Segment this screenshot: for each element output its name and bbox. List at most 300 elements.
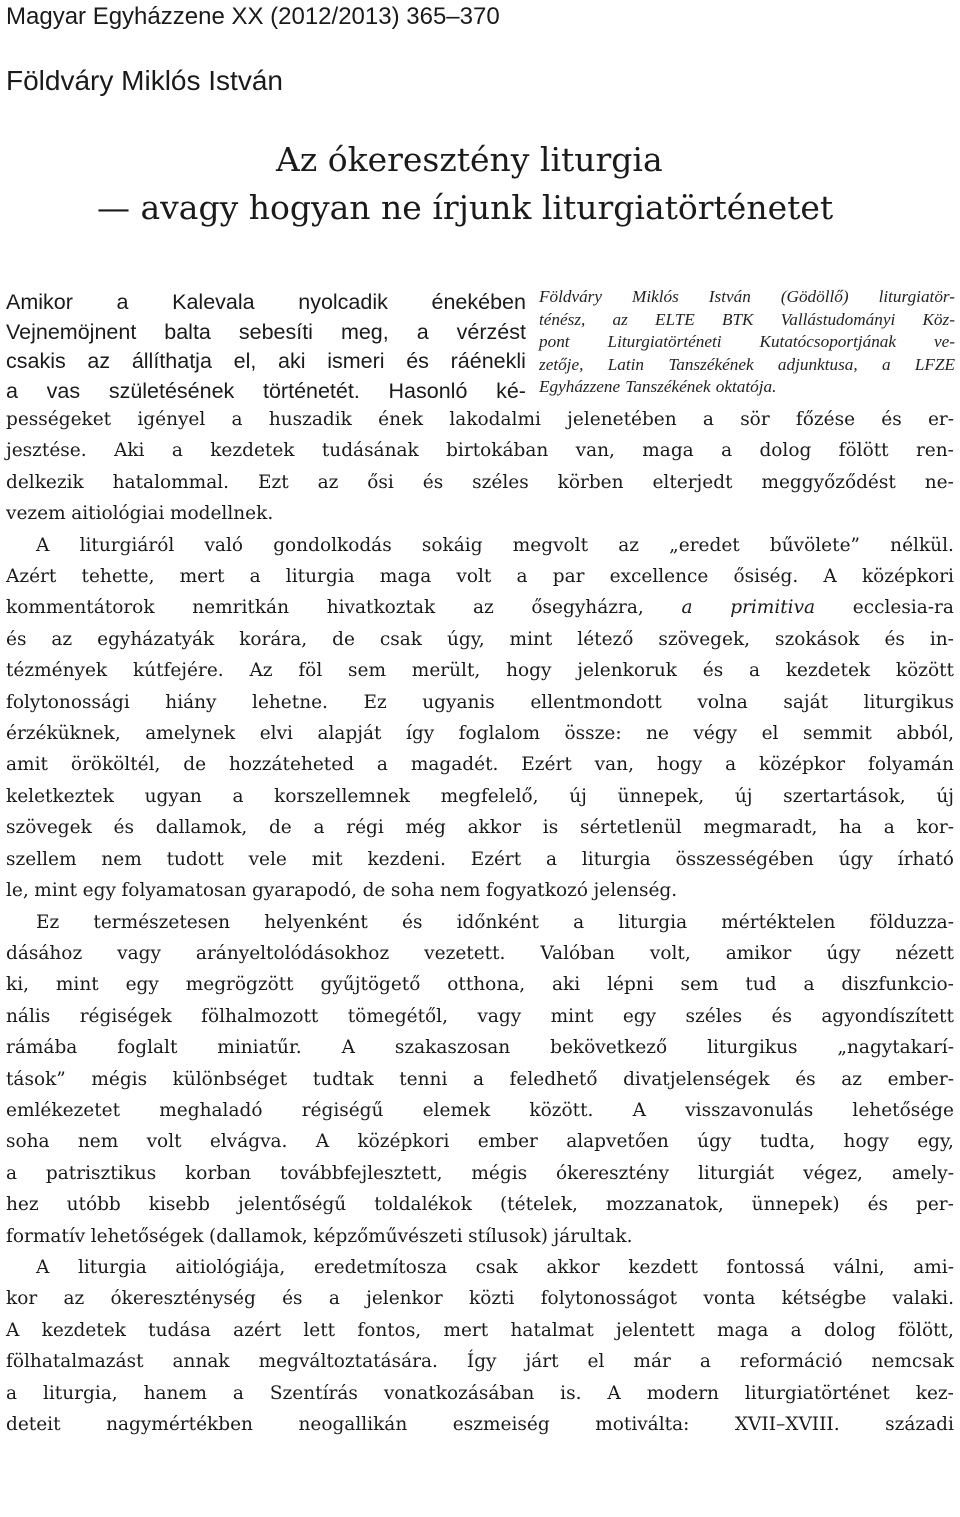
- word: Köz-: [922, 309, 955, 329]
- word: is.: [560, 1382, 582, 1404]
- word: ren-: [915, 440, 954, 462]
- text-line: [6, 938, 954, 969]
- word: szellem: [6, 848, 77, 870]
- word: és: [881, 409, 902, 430]
- word: kor-: [916, 817, 954, 839]
- word: között.: [529, 1099, 594, 1121]
- word: kez-: [915, 1382, 954, 1404]
- word: mert: [179, 566, 225, 588]
- word: liturgiatörténet: [744, 1382, 890, 1404]
- word: „eredet: [669, 534, 740, 556]
- word: Az: [249, 660, 273, 682]
- word: az: [841, 1068, 863, 1090]
- word: tehette,: [81, 566, 155, 588]
- word: tömegétől,: [347, 1005, 448, 1027]
- word: kor: [6, 1288, 38, 1310]
- word: akkor: [546, 1256, 600, 1278]
- word: Miklós: [632, 287, 679, 306]
- word: helyenként: [264, 911, 368, 933]
- word: liturgia: [285, 566, 355, 588]
- word: tenni: [399, 1068, 448, 1090]
- word: vezetett.: [424, 942, 506, 964]
- word: arányeltolódásokhoz: [195, 942, 390, 964]
- word: megfelelő,: [440, 785, 539, 807]
- word: széles: [472, 471, 529, 493]
- word: Egyházzene: [539, 377, 621, 397]
- word: történetét.: [263, 378, 360, 403]
- word: toldalékok: [374, 1194, 472, 1216]
- word: folyamatosan: [121, 880, 247, 902]
- word: stílusok): [468, 1225, 548, 1247]
- word: nagymértékben: [106, 1414, 253, 1435]
- word: miniatűr.: [217, 1037, 302, 1059]
- word: meg,: [340, 319, 389, 344]
- word: de: [183, 754, 207, 776]
- word: vagy: [477, 1005, 522, 1027]
- word: Liturgiatörténeti: [607, 332, 722, 352]
- text-line: [6, 1283, 954, 1314]
- word: járt: [525, 1351, 559, 1373]
- word: állíthatja: [131, 349, 212, 374]
- word: bekövetkező: [550, 1037, 668, 1059]
- word: kétségbe: [781, 1288, 867, 1310]
- text-line: [6, 812, 954, 843]
- word: volt,: [649, 942, 691, 964]
- word: és: [884, 628, 905, 650]
- word: utóbb: [66, 1194, 121, 1216]
- word: különbséget: [172, 1068, 288, 1090]
- word: ősi: [367, 471, 394, 493]
- word: Ezért: [521, 754, 572, 776]
- word: dallamok,: [155, 817, 248, 839]
- word: az: [612, 309, 628, 329]
- word: a: [232, 785, 244, 807]
- text-line: [6, 1409, 954, 1440]
- word: soha: [6, 1131, 50, 1153]
- word: mert: [443, 1319, 489, 1341]
- word: szokások: [775, 628, 860, 650]
- intro-paragraph: [6, 288, 526, 406]
- word: aitiológiai: [71, 503, 165, 525]
- word: közti: [469, 1288, 515, 1310]
- word: ténész,: [539, 309, 586, 329]
- word: mit: [311, 848, 343, 870]
- word: BTK: [721, 309, 754, 329]
- word: volna: [697, 691, 748, 713]
- word: és: [402, 911, 423, 933]
- word: aitiológiája,: [175, 1256, 286, 1278]
- word: és: [422, 471, 444, 493]
- word: mégis: [91, 1068, 148, 1090]
- word: aki: [278, 349, 306, 374]
- word: liturgia: [581, 848, 651, 870]
- intro-line: [6, 318, 526, 348]
- word: A: [36, 534, 50, 556]
- word: sebesíti: [238, 319, 313, 344]
- word: tudása: [148, 1319, 211, 1341]
- word: nemcsak: [871, 1351, 954, 1373]
- word: a: [702, 409, 714, 430]
- word: a: [6, 1162, 18, 1184]
- word: fogyatkozó: [485, 880, 588, 902]
- word: meggyőződést: [761, 471, 896, 493]
- word: feledhető: [509, 1068, 598, 1090]
- word: dolog: [759, 440, 812, 462]
- word: a: [313, 817, 325, 839]
- word: eszmeiség: [452, 1414, 550, 1435]
- word: per-: [915, 1194, 954, 1216]
- word: nem: [77, 1131, 119, 1153]
- word: nézett: [895, 942, 954, 964]
- word: in-: [929, 628, 954, 650]
- word: vonta: [703, 1288, 756, 1310]
- word: végy: [693, 723, 738, 745]
- word: kezdetek: [41, 1319, 126, 1341]
- word: szertartások,: [783, 785, 906, 807]
- word: kommentátorok: [6, 597, 155, 619]
- word: balta: [164, 319, 211, 344]
- word: agyondíszített: [821, 1005, 954, 1027]
- word: amelynek: [145, 723, 236, 745]
- word: vas: [46, 378, 81, 403]
- word: még: [405, 817, 446, 839]
- word: Ez: [363, 691, 387, 713]
- word: liturgiatör-: [878, 287, 955, 306]
- word: tudta,: [759, 1131, 816, 1153]
- word: birtokában: [446, 440, 549, 462]
- word: semmit: [802, 723, 872, 745]
- word: fontossá: [726, 1256, 805, 1278]
- word: egy,: [917, 1131, 954, 1153]
- word: alapját: [317, 723, 382, 745]
- word: mint: [550, 1005, 594, 1027]
- text-line: [6, 907, 954, 938]
- author-footnote: [539, 286, 955, 399]
- word: el: [761, 723, 779, 745]
- word: az: [51, 628, 73, 650]
- word: ember: [477, 1131, 538, 1153]
- word: földuzza-: [869, 911, 954, 933]
- word: végez,: [803, 1162, 863, 1184]
- word: amely-: [891, 1162, 954, 1184]
- word: Latin: [607, 354, 644, 374]
- word: hiány: [165, 691, 217, 713]
- text-line: [6, 1158, 954, 1189]
- word: ősiség.: [733, 566, 799, 588]
- word: lehetőségek: [90, 1225, 204, 1247]
- word: el,: [233, 349, 257, 374]
- word: a: [883, 817, 895, 839]
- word: aki: [552, 974, 581, 996]
- word: A: [341, 1037, 355, 1059]
- author-name: Földváry Miklós István: [6, 65, 283, 96]
- word: ókereszténység: [110, 1288, 256, 1310]
- word: csak: [475, 1256, 518, 1278]
- word: a: [249, 566, 261, 588]
- word: ellentmondott: [530, 691, 662, 713]
- word: alapvetően: [566, 1131, 669, 1153]
- word: maga: [716, 1319, 769, 1341]
- text-line: [6, 1032, 954, 1063]
- word: diszfunkcio-: [841, 974, 954, 996]
- text-line: [6, 1064, 954, 1095]
- word: természetesen: [93, 911, 231, 933]
- word: gyűjtögető: [320, 974, 421, 996]
- word: Szentírás: [269, 1382, 358, 1404]
- word: és: [795, 1068, 816, 1090]
- word: korban: [185, 1162, 252, 1184]
- word: korára,: [239, 628, 308, 650]
- word: a: [376, 754, 388, 776]
- article-title: Az ókeresztény liturgia: [276, 140, 663, 179]
- word: ké-: [496, 378, 526, 403]
- word: az: [317, 471, 339, 493]
- word: hivatkoztak: [326, 597, 436, 619]
- word: primitiva: [730, 597, 816, 619]
- word: emlékezetet: [6, 1099, 121, 1121]
- word: között: [895, 660, 954, 682]
- word: és: [867, 1194, 889, 1216]
- word: gondolkodás: [273, 534, 392, 556]
- word: ősegyházra,: [531, 597, 644, 619]
- word: nyolcadik: [298, 290, 388, 314]
- word: kezdeni.: [367, 848, 446, 870]
- word: kisebb: [148, 1194, 211, 1216]
- word: születésének: [108, 378, 235, 403]
- word: kútfejére.: [132, 660, 224, 682]
- word: otthona,: [447, 974, 526, 996]
- word: már: [633, 1351, 671, 1373]
- word: válni,: [833, 1256, 885, 1278]
- word: időnként: [456, 911, 539, 933]
- word: liturgia: [618, 911, 688, 933]
- word: csak: [379, 628, 422, 650]
- word: az: [63, 1288, 85, 1310]
- word: jelenetében: [567, 409, 677, 430]
- word: soha: [390, 880, 435, 902]
- word: középkori: [357, 1131, 450, 1153]
- word: amit: [6, 754, 48, 776]
- word: foglalom: [458, 723, 541, 745]
- intro-line: [6, 377, 526, 407]
- word: delkezik: [6, 471, 84, 493]
- word: volt: [456, 566, 492, 588]
- word: Kalevala: [172, 290, 255, 314]
- word: új: [936, 785, 954, 807]
- word: egyházatyák: [97, 628, 215, 650]
- word: a: [699, 1351, 711, 1373]
- word: ha: [839, 817, 863, 839]
- word: Aki: [113, 440, 145, 462]
- word: motiválta:: [595, 1414, 690, 1435]
- word: adjunktusa,: [777, 354, 858, 374]
- word: de: [332, 628, 355, 650]
- word: divatjelenségek: [623, 1068, 770, 1090]
- word: elterjedt: [652, 471, 733, 493]
- text-line: [6, 969, 954, 1000]
- word: vele: [248, 848, 287, 870]
- word: foglalt: [117, 1037, 178, 1059]
- word: jelenség.: [593, 880, 678, 902]
- word: Amikor: [6, 290, 73, 314]
- body-text: [6, 404, 954, 1440]
- word: hogy: [656, 754, 703, 776]
- word: vezem: [6, 503, 66, 525]
- text-line: [6, 655, 954, 686]
- word: a: [472, 1068, 484, 1090]
- word: szövegek: [6, 817, 92, 839]
- word: a: [546, 848, 558, 870]
- text-line: [6, 718, 954, 749]
- word: A: [632, 1099, 646, 1121]
- word: hozzáteheted: [228, 754, 355, 776]
- word: LFZE: [914, 354, 955, 374]
- word: valaki.: [892, 1288, 954, 1310]
- word: A: [607, 1382, 621, 1404]
- word: a: [881, 354, 891, 374]
- word: ne: [646, 723, 669, 745]
- text-line: [6, 875, 954, 906]
- word: lett: [303, 1319, 336, 1341]
- word: középkori: [861, 566, 954, 588]
- word: pességeket: [6, 409, 112, 430]
- word: mégis: [471, 1162, 528, 1184]
- word: föl: [298, 660, 323, 682]
- word: neogallikán: [298, 1414, 408, 1435]
- word: mértéktelen: [721, 911, 836, 933]
- article-subtitle: — avagy hogyan ne írjunk liturgiatörténetet: [97, 188, 834, 227]
- text-line: [6, 592, 954, 623]
- word: saját: [783, 691, 829, 713]
- word: hogy: [843, 1131, 889, 1153]
- word: jesztése.: [6, 440, 87, 462]
- word: képzőművészeti: [313, 1225, 463, 1247]
- word: sem: [680, 974, 719, 996]
- word: merült,: [411, 660, 481, 682]
- word: kezdetek: [210, 440, 295, 462]
- word: és: [113, 817, 134, 839]
- word: a: [790, 1319, 802, 1341]
- text-line: [6, 498, 954, 529]
- word: megrögzött: [185, 974, 294, 996]
- word: a: [803, 974, 815, 996]
- word: Azért: [6, 566, 57, 588]
- word: elvágva.: [209, 1131, 288, 1153]
- word: A: [36, 1256, 50, 1278]
- word: tudtak: [312, 1068, 374, 1090]
- word: sör: [740, 409, 770, 430]
- footnote-line: [539, 309, 955, 332]
- word: folytonosságot: [540, 1288, 678, 1310]
- word: énekében: [431, 290, 526, 314]
- word: liturgikus: [707, 1037, 798, 1059]
- word: és: [702, 660, 724, 682]
- word: tudott: [166, 848, 224, 870]
- word: sértetlenül: [579, 817, 682, 839]
- word: ráénekli: [450, 349, 526, 374]
- word: való: [204, 534, 244, 556]
- word: ugyanis: [422, 691, 495, 713]
- word: A: [6, 1319, 20, 1341]
- text-line: [6, 1001, 954, 1032]
- word: deteit: [6, 1414, 61, 1435]
- word: a: [416, 319, 429, 344]
- word: az: [87, 349, 111, 374]
- word: Valóban: [540, 942, 615, 964]
- word: így: [405, 723, 435, 745]
- word: nélkül.: [890, 534, 954, 556]
- text-line: [6, 1126, 954, 1157]
- word: bűvölete”: [769, 534, 860, 556]
- word: ecclesia-ra: [852, 597, 954, 619]
- text-line: [6, 561, 954, 592]
- word: XVII–XVIII.: [734, 1414, 840, 1435]
- text-line: [6, 1221, 954, 1252]
- word: ELTE: [654, 309, 695, 329]
- word: excellence: [609, 566, 709, 588]
- word: régi: [346, 817, 384, 839]
- word: Ezt: [257, 471, 289, 493]
- word: nális: [6, 1005, 51, 1027]
- word: mint: [509, 628, 553, 650]
- word: korszellemnek: [274, 785, 410, 807]
- word: úgy: [826, 942, 861, 964]
- word: úgy: [697, 1131, 732, 1153]
- word: továbbfejlesztett,: [279, 1162, 443, 1184]
- word: és: [406, 349, 429, 374]
- text-line: [6, 1378, 954, 1409]
- word: jelenkoruk: [577, 660, 677, 682]
- word: igényel: [137, 409, 206, 430]
- word: vonatkozásában: [383, 1382, 535, 1404]
- word: hez: [6, 1194, 39, 1216]
- word: dolog: [823, 1319, 876, 1341]
- word: úgy,: [446, 628, 485, 650]
- word: oktatója.: [715, 377, 777, 397]
- word: de: [362, 880, 386, 902]
- word: kezdett: [628, 1256, 698, 1278]
- text-line: [6, 1095, 954, 1126]
- word: ünnepek): [751, 1194, 840, 1216]
- word: ve-: [934, 332, 955, 352]
- footnote-line: [539, 354, 955, 377]
- word: a: [116, 290, 129, 314]
- word: új: [734, 785, 753, 807]
- word: össze:: [564, 723, 622, 745]
- word: fölhatalmazást: [6, 1351, 144, 1373]
- word: visszavonulás: [685, 1099, 814, 1121]
- word: „nagytakarí-: [837, 1037, 954, 1059]
- word: liturgia,: [42, 1382, 118, 1404]
- word: annak: [172, 1351, 230, 1373]
- word: nem: [440, 880, 481, 902]
- word: liturgiát: [697, 1162, 775, 1184]
- word: vérzést: [456, 319, 526, 344]
- word: ének: [378, 409, 424, 430]
- word: er-: [927, 409, 954, 430]
- word: régiségű: [301, 1099, 384, 1121]
- text-line: [6, 624, 954, 655]
- word: mint: [55, 974, 99, 996]
- word: A: [823, 566, 837, 588]
- word: lehetősége: [852, 1099, 954, 1121]
- word: modern: [646, 1382, 719, 1404]
- word: Földváry: [539, 287, 603, 306]
- word: pont: [539, 332, 570, 352]
- word: összességében: [675, 848, 814, 870]
- word: új: [569, 785, 587, 807]
- word: magadét.: [410, 754, 499, 776]
